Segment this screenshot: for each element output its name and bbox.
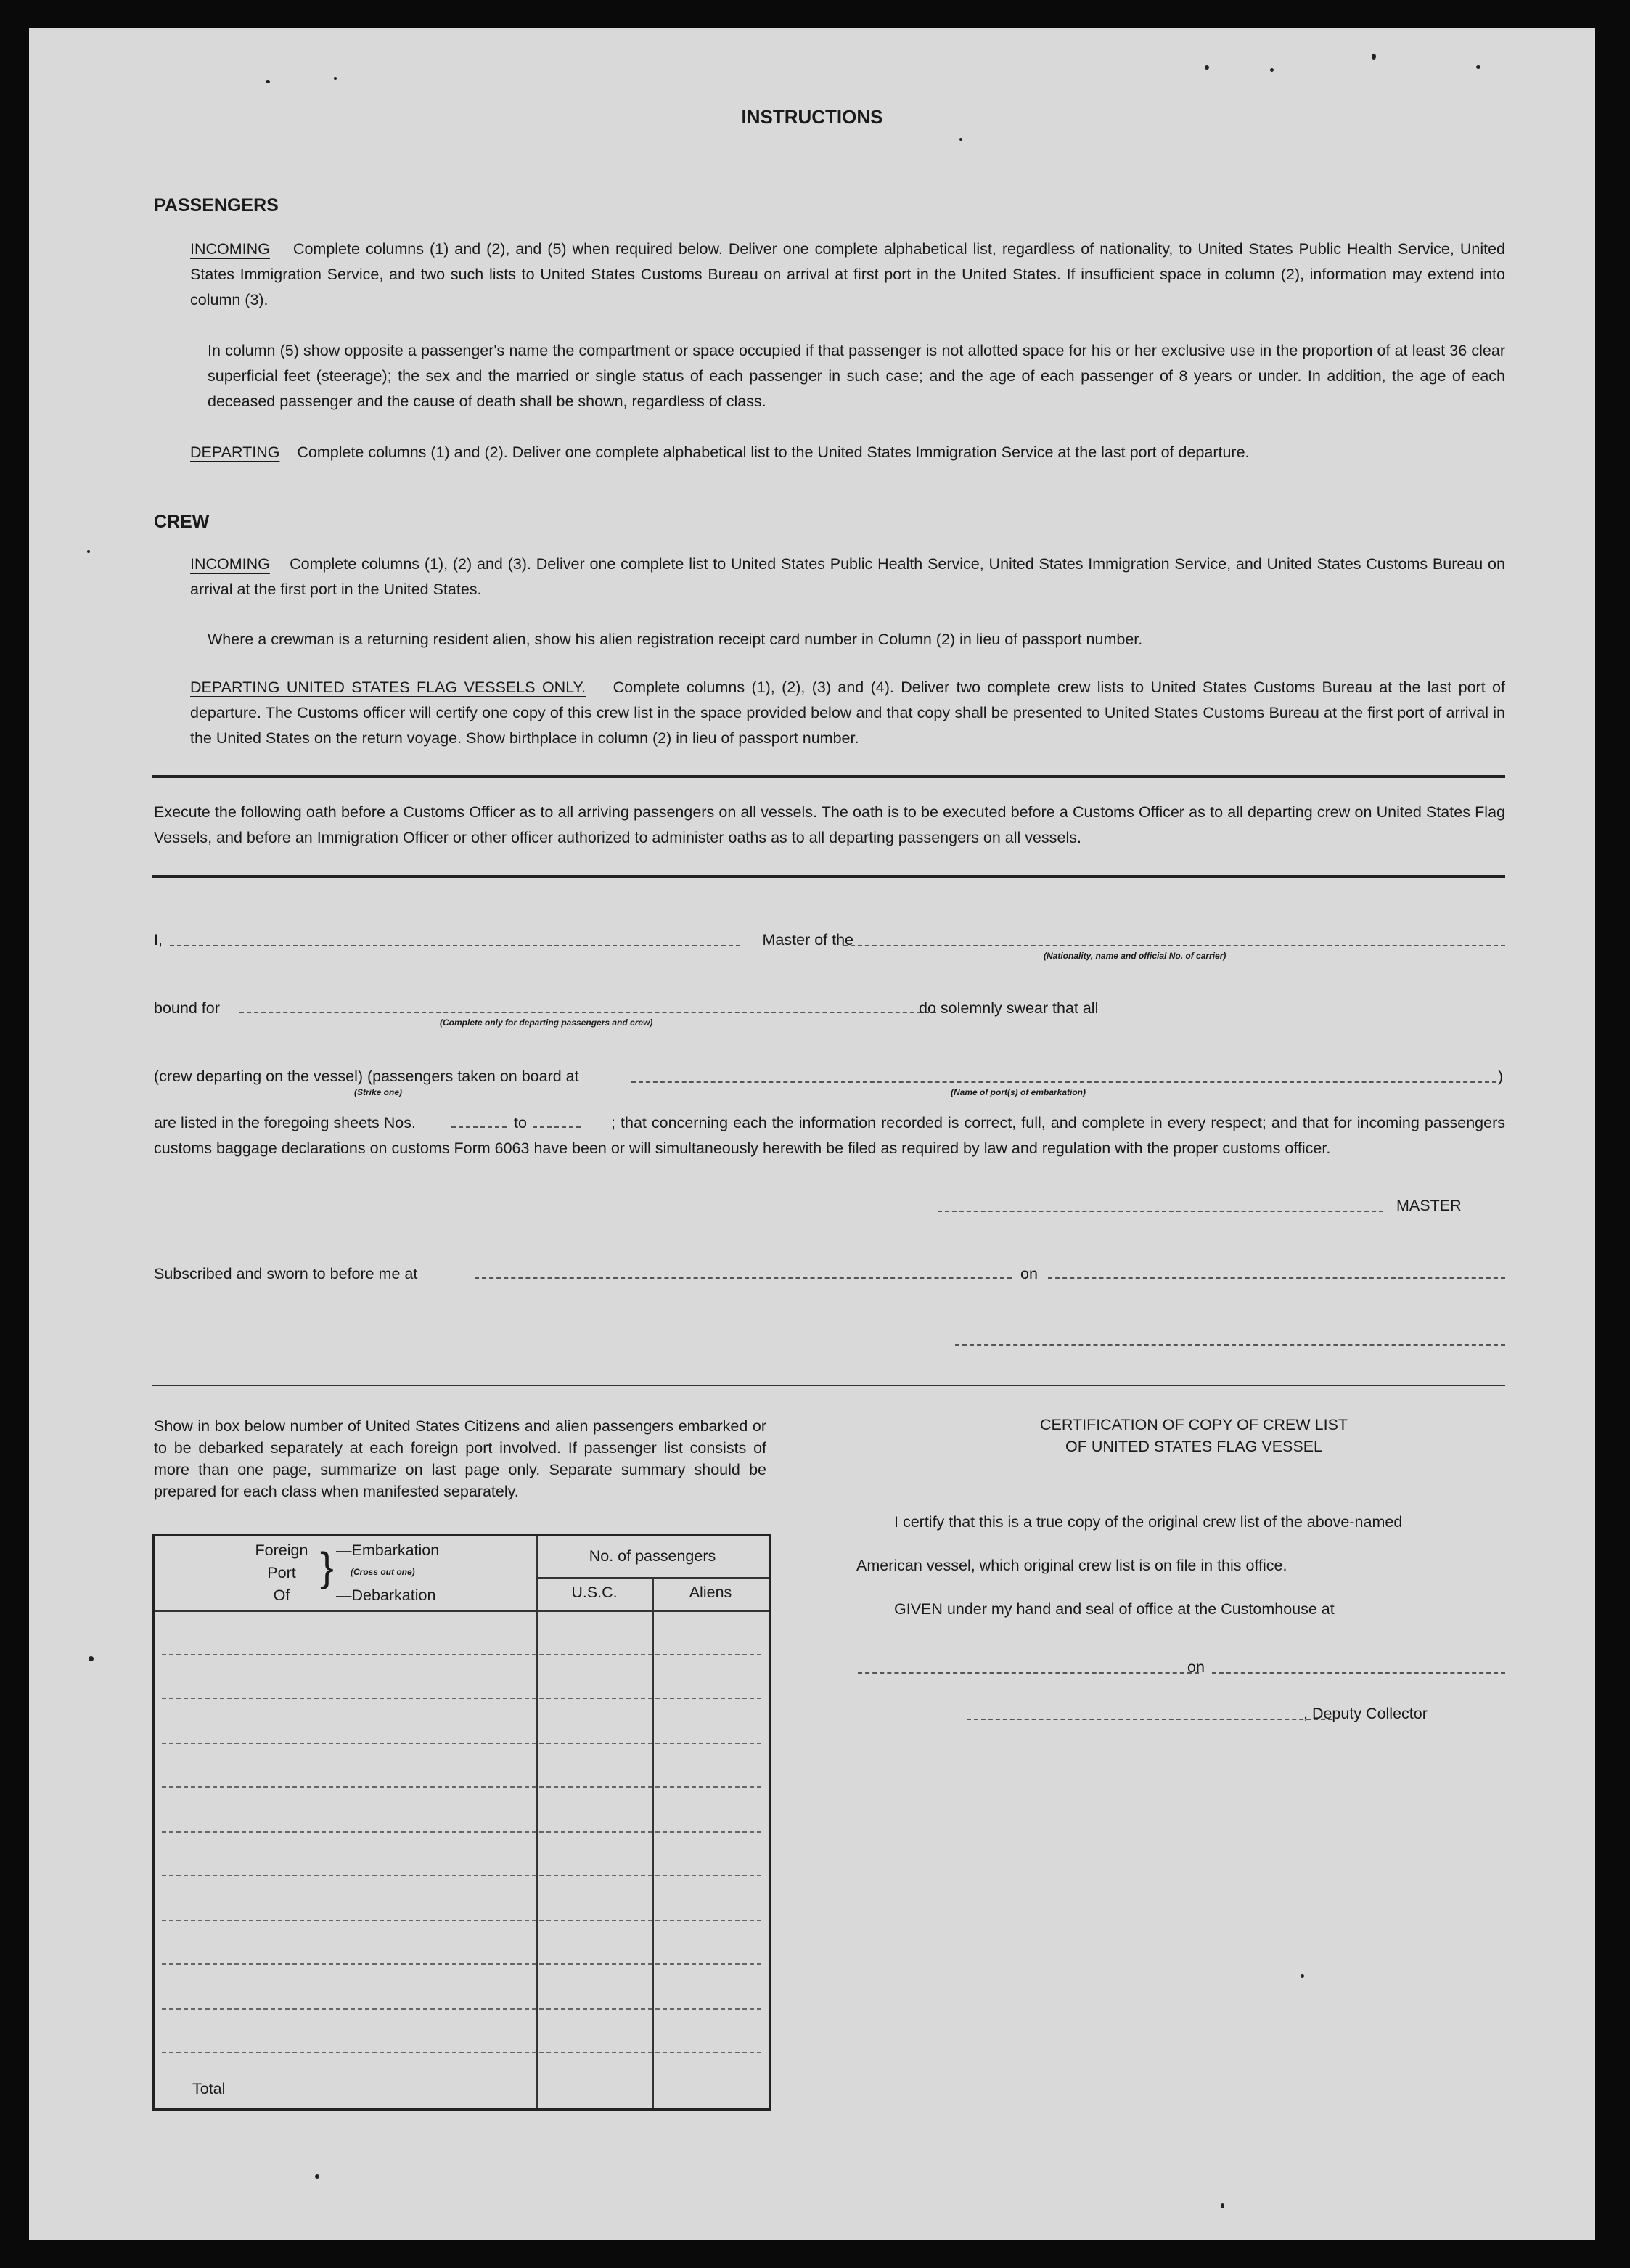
scan-speck bbox=[89, 1656, 94, 1661]
complete-only-note: (Complete only for departing passengers and crew) bbox=[440, 1018, 653, 1028]
usc-header: U.S.C. bbox=[571, 1584, 618, 1601]
summary-instructions: Show in box below number of United States Citizens and alien passengers embarked or to be debarked separately at each foreign port involved. If passenger list consists of more than one page, summarize on last page only. Separate summary should be prepared for each class when manifested separately. bbox=[154, 1417, 766, 1500]
certification-heading bbox=[929, 1414, 1459, 1457]
master-label: MASTER bbox=[1396, 1197, 1462, 1214]
master-name-field[interactable] bbox=[170, 945, 740, 946]
crew-incoming-text: Complete columns (1), (2) and (3). Deliver one complete list to United States Public Health Service, United States Immigration Service, and United States Customs Bureau on arrival at the first port in the United States. bbox=[190, 555, 1505, 598]
crew-incoming-label: INCOMING bbox=[190, 555, 270, 573]
divider-rule bbox=[152, 775, 1505, 778]
crew-departing-text-line: (crew departing on the vessel) (passengers taken on board at bbox=[154, 1068, 579, 1085]
table-row[interactable] bbox=[162, 2008, 761, 2010]
crew-incoming-paragraph bbox=[190, 552, 1505, 602]
sworn-place-field[interactable] bbox=[475, 1277, 1012, 1279]
debarkation-label: —Debarkation bbox=[336, 1587, 436, 1604]
nationality-note: (Nationality, name and official No. of carrier) bbox=[1044, 951, 1226, 961]
crew-resident-paragraph: Where a crewman is a returning resident alien, show his alien registration receipt card number in Column (2) in lieu of passport number. bbox=[208, 631, 1143, 648]
table-row[interactable] bbox=[162, 1654, 761, 1655]
scan-speck bbox=[959, 138, 962, 141]
crew-departing-paragraph bbox=[190, 675, 1505, 751]
scan-speck bbox=[1372, 54, 1376, 60]
passengers-incoming-text: Complete columns (1) and (2), and (5) when required below. Deliver one complete alphabetical list, regardless of nationality, to United States Public Health Service, United States Immigration Service, and two such lists to United States Customs Bureau on arrival at first port in the United States. If insufficient space in column (2), information may extend into column (3). bbox=[190, 240, 1505, 308]
certification-line3: GIVEN under my hand and seal of office at the Customhouse at bbox=[894, 1600, 1335, 1618]
form-page bbox=[29, 28, 1595, 2240]
column-divider bbox=[652, 1577, 654, 2108]
scan-speck bbox=[1476, 65, 1480, 69]
customhouse-field[interactable] bbox=[858, 1672, 1199, 1674]
table-row[interactable] bbox=[162, 1831, 761, 1833]
scan-speck bbox=[1270, 68, 1274, 72]
divider-rule bbox=[152, 875, 1505, 878]
carrier-field[interactable] bbox=[843, 945, 1505, 946]
certification-line1: I certify that this is a true copy of the original crew list of the above-named bbox=[894, 1513, 1403, 1531]
listed-prefix: are listed in the foregoing sheets Nos. bbox=[154, 1114, 416, 1131]
aliens-header: Aliens bbox=[689, 1584, 732, 1601]
total-label: Total bbox=[192, 2080, 226, 2097]
certification-line2: American vessel, which original crew list is on file in this office. bbox=[856, 1557, 1287, 1574]
subscribed-label: Subscribed and sworn to before me at bbox=[154, 1265, 418, 1282]
scan-speck bbox=[87, 550, 90, 553]
deputy-collector-label: , Deputy Collector bbox=[1303, 1705, 1428, 1722]
oath-i-label: I, bbox=[154, 931, 163, 949]
to-label: to bbox=[514, 1114, 527, 1131]
crew-heading: CREW bbox=[154, 512, 210, 532]
scan-speck bbox=[1301, 1974, 1304, 1978]
certification-heading-line2: OF UNITED STATES FLAG VESSEL bbox=[1065, 1438, 1323, 1455]
oath-instruction: Execute the following oath before a Customs Officer as to all arriving passengers on all vessels. The oath is to be executed before a Customs Officer as to all departing crew on United States Flag Vessels, and before an Immigration Officer or other officer authorized to administer oaths as to all departing passengers on all vessels. bbox=[154, 803, 1505, 846]
table-row[interactable] bbox=[162, 1875, 761, 1876]
master-signature-field[interactable] bbox=[938, 1211, 1383, 1212]
divider-rule bbox=[152, 1385, 1505, 1386]
sworn-on-label: on bbox=[1020, 1265, 1038, 1282]
bound-for-field[interactable] bbox=[239, 1012, 936, 1013]
crew-departing-text: Complete columns (1), (2), (3) and (4). Deliver two complete crew lists to United States Customs Bureau at the last port of departure. The Customs officer will certify one copy of this crew list in the space provided below and that copy shall be presented to United States Customs Bureau at the first port of arrival in the United States on the return voyage. Show birthplace in column (2) in lieu of passport number. bbox=[190, 679, 1505, 747]
listed-rest-text: ; that concerning each the information recorded is correct, full, and complete in every respect; and that for incoming passengers customs baggage declarations on customs Form 6063 have been or will simultaneously herewith be filed as required by law and regulation with the proper customs officer. bbox=[154, 1114, 1505, 1157]
column-divider bbox=[536, 1536, 538, 2108]
table-row[interactable] bbox=[162, 1786, 761, 1788]
crew-departing-label: DEPARTING UNITED STATES FLAG VESSELS ONLY. bbox=[190, 679, 586, 696]
page-title: INSTRUCTIONS bbox=[741, 106, 883, 128]
port-label: Port bbox=[267, 1564, 296, 1581]
foreign-port-of-label bbox=[242, 1539, 322, 1607]
scan-speck bbox=[266, 80, 270, 83]
deputy-signature-field[interactable] bbox=[967, 1719, 1332, 1720]
certification-on-label: on bbox=[1187, 1658, 1205, 1676]
strike-one-note: (Strike one) bbox=[354, 1087, 403, 1097]
passengers-departing-label: DEPARTING bbox=[190, 443, 280, 461]
table-row[interactable] bbox=[162, 1698, 761, 1699]
officer-signature-field[interactable] bbox=[955, 1344, 1505, 1346]
passengers-incoming-paragraph bbox=[190, 237, 1505, 313]
scan-speck bbox=[1221, 2203, 1224, 2208]
brace-glyph: } bbox=[320, 1544, 334, 1589]
passengers-departing-paragraph bbox=[190, 440, 1505, 465]
scan-speck bbox=[315, 2174, 319, 2179]
close-paren: ) bbox=[1498, 1068, 1504, 1085]
passengers-count-header: No. of passengers bbox=[589, 1547, 716, 1565]
passenger-summary-table bbox=[152, 1534, 771, 2111]
of-label: Of bbox=[273, 1587, 290, 1604]
solemnly-swear-text: do solemnly swear that all bbox=[919, 999, 1099, 1017]
table-row[interactable] bbox=[162, 1963, 761, 1965]
foreign-label: Foreign bbox=[255, 1542, 308, 1559]
ports-note: (Name of port(s) of embarkation) bbox=[951, 1087, 1086, 1097]
certification-date-field[interactable] bbox=[1212, 1672, 1505, 1674]
master-of-the-label: Master of the bbox=[762, 931, 853, 949]
passengers-departing-text: Complete columns (1) and (2). Deliver one complete alphabetical list to the United States Immigration Service at the last port of departure. bbox=[297, 443, 1250, 461]
embarkation-ports-field[interactable] bbox=[631, 1081, 1496, 1083]
table-row[interactable] bbox=[162, 1920, 761, 1921]
table-row[interactable] bbox=[162, 1743, 761, 1744]
table-row[interactable] bbox=[162, 2052, 761, 2053]
embarkation-label: —Embarkation bbox=[336, 1542, 440, 1559]
column5-paragraph: In column (5) show opposite a passenger's name the compartment or space occupied if that passenger is not allotted space for his or her exclusive use in the proportion of at least 36 clear superficial feet (steerage); the sex and the married or single status of each passenger in such case; and the age of each passenger of 8 years or under. In addition, the age of each deceased passenger and the cause of death shall be shown, regardless of class. bbox=[208, 342, 1505, 410]
cross-out-note: (Cross out one) bbox=[351, 1567, 415, 1577]
bound-for-label: bound for bbox=[154, 999, 220, 1017]
certification-heading-line1: CERTIFICATION OF COPY OF CREW LIST bbox=[1039, 1416, 1348, 1433]
header-divider bbox=[536, 1577, 769, 1579]
passengers-incoming-label: INCOMING bbox=[190, 240, 270, 258]
passengers-heading: PASSENGERS bbox=[154, 195, 279, 216]
scan-speck bbox=[334, 77, 337, 80]
scan-speck bbox=[1205, 65, 1209, 70]
sworn-date-field[interactable] bbox=[1048, 1277, 1505, 1279]
header-divider bbox=[155, 1610, 769, 1612]
